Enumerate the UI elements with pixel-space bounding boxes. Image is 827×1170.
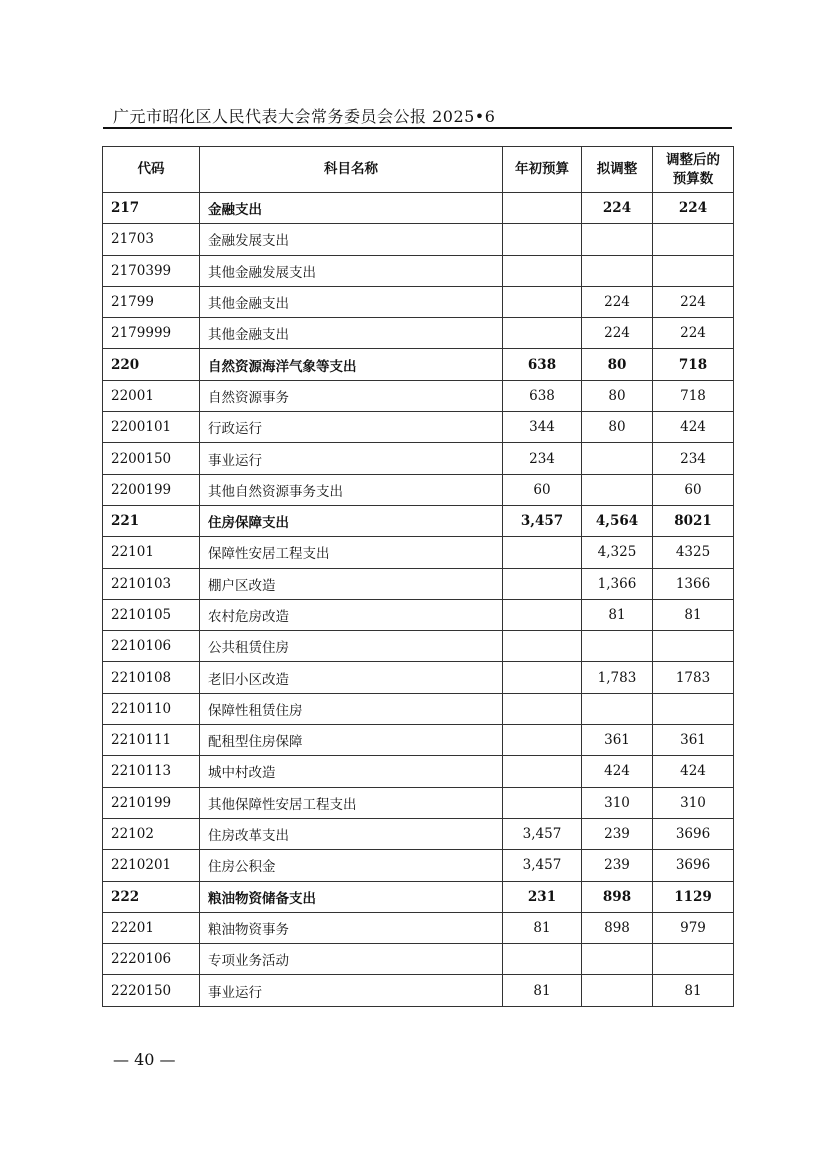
row-code: 2200150 [103,443,200,474]
table-row [103,818,734,849]
table-row [103,537,734,568]
row-name: 专项业务活动 [200,944,503,975]
row-adjusted-budget: 1129 [653,881,734,912]
row-adjustment: 898 [582,881,653,912]
col-header-adjust: 拟调整 [582,147,653,193]
row-code: 220 [103,349,200,380]
row-initial-budget [503,255,582,286]
row-code: 2220106 [103,944,200,975]
row-adjusted-budget: 361 [653,725,734,756]
row-adjusted-budget [653,944,734,975]
row-adjusted-budget [653,693,734,724]
table-row [103,505,734,536]
row-adjusted-budget: 1366 [653,568,734,599]
row-initial-budget: 81 [503,975,582,1006]
row-adjustment [582,631,653,662]
row-code: 221 [103,505,200,536]
row-adjusted-budget: 8021 [653,505,734,536]
table-row [103,787,734,818]
row-name: 棚户区改造 [200,568,503,599]
col-header-name: 科目名称 [200,147,503,193]
row-adjusted-budget: 81 [653,975,734,1006]
row-name: 事业运行 [200,443,503,474]
table-row [103,944,734,975]
row-adjustment [582,944,653,975]
row-code: 22102 [103,818,200,849]
table-row [103,443,734,474]
row-code: 22101 [103,537,200,568]
row-initial-budget: 344 [503,412,582,443]
row-initial-budget [503,693,582,724]
row-name: 保障性安居工程支出 [200,537,503,568]
row-adjusted-budget: 718 [653,349,734,380]
row-code: 2210105 [103,599,200,630]
row-adjusted-budget: 234 [653,443,734,474]
row-code: 2210201 [103,850,200,881]
row-code: 2210110 [103,693,200,724]
col-header-code: 代码 [103,147,200,193]
col-header-after: 调整后的 预算数 [653,147,734,193]
row-name: 城中村改造 [200,756,503,787]
row-adjustment [582,693,653,724]
row-adjustment: 310 [582,787,653,818]
row-initial-budget: 638 [503,349,582,380]
row-adjustment: 224 [582,193,653,224]
row-name: 住房公积金 [200,850,503,881]
row-name: 自然资源事务 [200,380,503,411]
row-name: 保障性租赁住房 [200,693,503,724]
budget-table [102,146,734,1007]
row-initial-budget [503,286,582,317]
page-header-title: 广元市昭化区人民代表大会常务委员会公报 2025•6 [113,107,496,126]
row-adjustment: 4,325 [582,537,653,568]
row-adjusted-budget [653,255,734,286]
table-row [103,662,734,693]
row-adjustment: 239 [582,818,653,849]
table-row [103,631,734,662]
table-row [103,693,734,724]
row-code: 2200101 [103,412,200,443]
table-row [103,599,734,630]
row-name: 公共租赁住房 [200,631,503,662]
row-code: 2179999 [103,318,200,349]
row-name: 其他金融支出 [200,318,503,349]
row-initial-budget: 3,457 [503,818,582,849]
row-initial-budget: 231 [503,881,582,912]
row-code: 2210199 [103,787,200,818]
header-rule [103,127,732,129]
row-name: 住房保障支出 [200,505,503,536]
row-adjustment [582,443,653,474]
row-initial-budget [503,756,582,787]
row-adjusted-budget: 224 [653,286,734,317]
row-initial-budget: 81 [503,912,582,943]
row-adjusted-budget: 224 [653,193,734,224]
row-initial-budget: 3,457 [503,850,582,881]
table-row [103,975,734,1006]
row-adjustment [582,975,653,1006]
row-code: 217 [103,193,200,224]
row-initial-budget [503,787,582,818]
row-code: 2210106 [103,631,200,662]
table-row [103,380,734,411]
row-adjustment: 224 [582,318,653,349]
page-number: — 40 — [113,1050,176,1069]
row-adjustment: 81 [582,599,653,630]
table-row [103,881,734,912]
table-row [103,412,734,443]
row-name: 粮油物资储备支出 [200,881,503,912]
row-name: 金融支出 [200,193,503,224]
row-initial-budget [503,224,582,255]
table-row [103,193,734,224]
table-row [103,349,734,380]
row-name: 其他金融支出 [200,286,503,317]
row-adjustment: 224 [582,286,653,317]
row-name: 住房改革支出 [200,818,503,849]
row-code: 222 [103,881,200,912]
row-name: 其他金融发展支出 [200,255,503,286]
table-row [103,255,734,286]
row-name: 行政运行 [200,412,503,443]
row-initial-budget [503,193,582,224]
row-initial-budget: 234 [503,443,582,474]
row-adjusted-budget: 424 [653,412,734,443]
row-initial-budget [503,725,582,756]
table-row [103,318,734,349]
row-name: 配租型住房保障 [200,725,503,756]
row-code: 2170399 [103,255,200,286]
row-name: 事业运行 [200,975,503,1006]
row-adjustment: 80 [582,380,653,411]
row-name: 其他保障性安居工程支出 [200,787,503,818]
row-code: 2210113 [103,756,200,787]
row-initial-budget [503,537,582,568]
row-adjusted-budget: 310 [653,787,734,818]
row-adjustment: 424 [582,756,653,787]
table-row [103,568,734,599]
table-row [103,850,734,881]
table-row [103,286,734,317]
row-adjustment: 898 [582,912,653,943]
row-initial-budget [503,662,582,693]
row-initial-budget [503,599,582,630]
row-adjustment: 1,366 [582,568,653,599]
row-initial-budget: 638 [503,380,582,411]
row-name: 农村危房改造 [200,599,503,630]
row-code: 22201 [103,912,200,943]
row-adjustment: 361 [582,725,653,756]
row-adjustment [582,224,653,255]
row-initial-budget [503,568,582,599]
row-adjusted-budget: 3696 [653,818,734,849]
row-adjustment: 80 [582,412,653,443]
row-name: 金融发展支出 [200,224,503,255]
row-adjusted-budget: 60 [653,474,734,505]
row-code: 2210103 [103,568,200,599]
row-code: 21703 [103,224,200,255]
row-code: 21799 [103,286,200,317]
col-header-initial: 年初预算 [503,147,582,193]
row-adjusted-budget: 1783 [653,662,734,693]
row-adjustment [582,474,653,505]
row-code: 22001 [103,380,200,411]
row-adjustment [582,255,653,286]
row-adjusted-budget: 224 [653,318,734,349]
row-name: 自然资源海洋气象等支出 [200,349,503,380]
row-initial-budget [503,944,582,975]
row-code: 2200199 [103,474,200,505]
row-code: 2210108 [103,662,200,693]
row-adjusted-budget: 718 [653,380,734,411]
row-initial-budget: 3,457 [503,505,582,536]
row-adjusted-budget: 979 [653,912,734,943]
row-adjustment: 4,564 [582,505,653,536]
row-initial-budget [503,631,582,662]
row-adjustment: 239 [582,850,653,881]
table-body [103,193,734,1007]
table-row [103,912,734,943]
table-header-row [103,147,734,193]
table-row [103,224,734,255]
row-code: 2210111 [103,725,200,756]
row-code: 2220150 [103,975,200,1006]
row-adjusted-budget: 4325 [653,537,734,568]
row-name: 其他自然资源事务支出 [200,474,503,505]
row-adjusted-budget: 81 [653,599,734,630]
table-row [103,756,734,787]
row-adjustment: 80 [582,349,653,380]
table-row [103,725,734,756]
table-row [103,474,734,505]
row-adjusted-budget [653,224,734,255]
row-initial-budget [503,318,582,349]
row-adjustment: 1,783 [582,662,653,693]
row-adjusted-budget: 3696 [653,850,734,881]
row-initial-budget: 60 [503,474,582,505]
row-name: 粮油物资事务 [200,912,503,943]
row-name: 老旧小区改造 [200,662,503,693]
row-adjusted-budget: 424 [653,756,734,787]
row-adjusted-budget [653,631,734,662]
